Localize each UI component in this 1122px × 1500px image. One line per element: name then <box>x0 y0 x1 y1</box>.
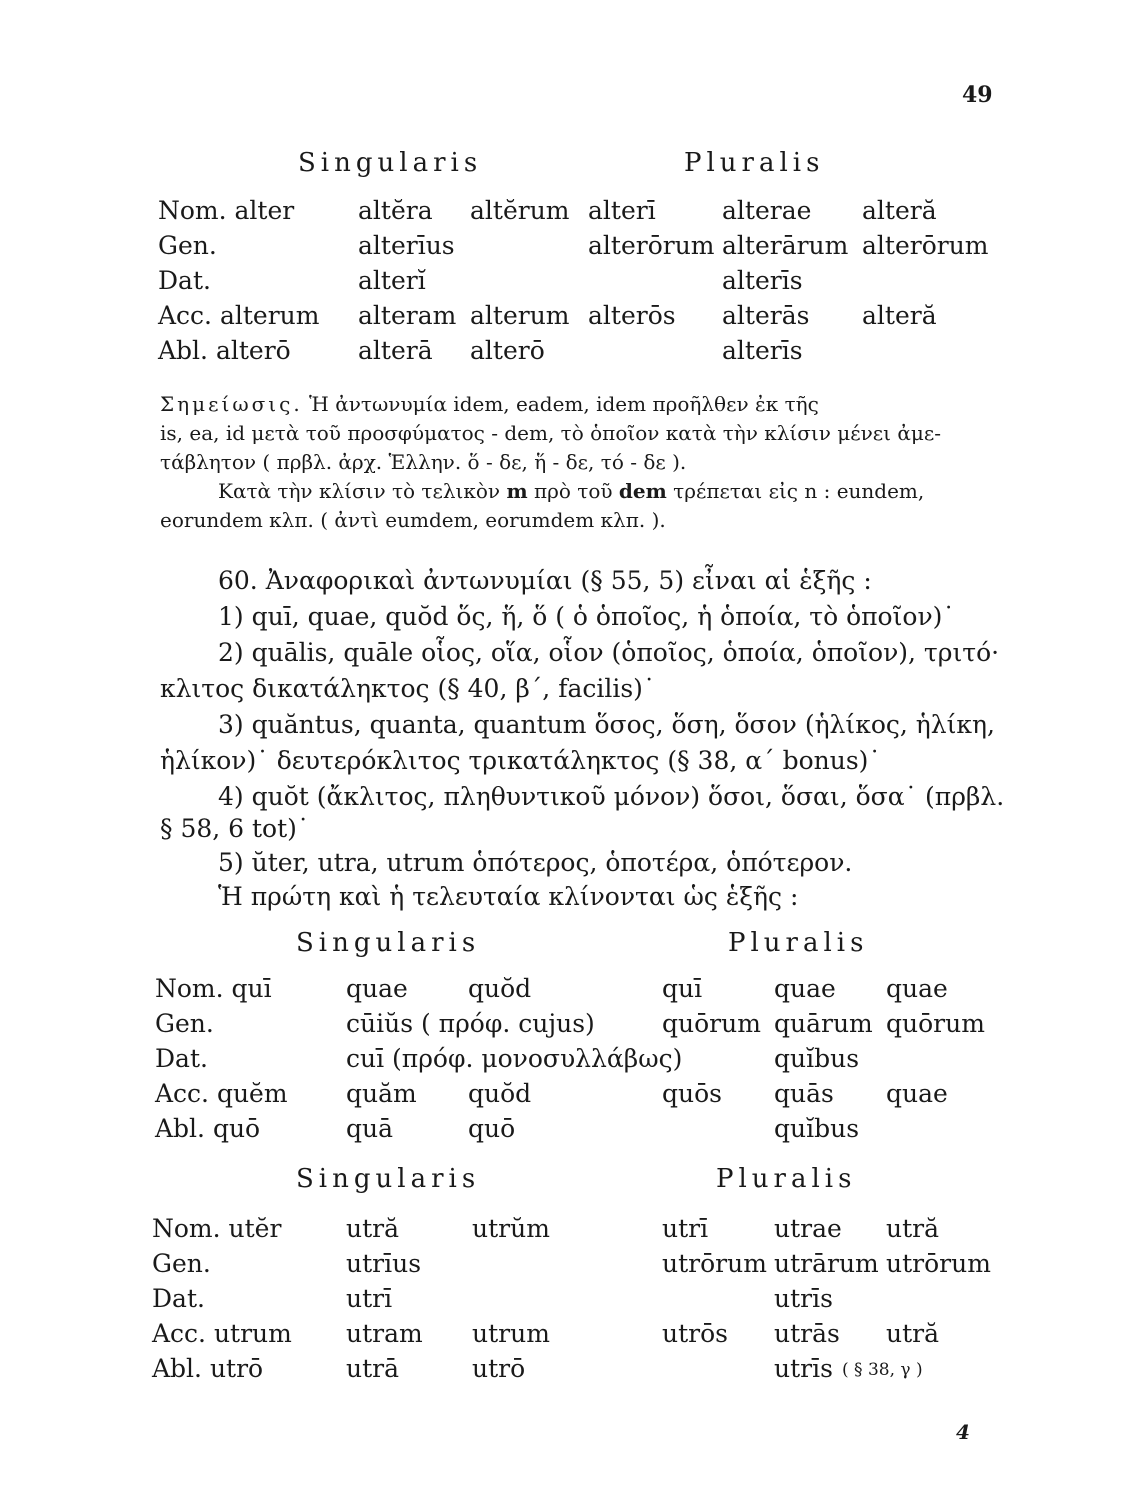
section-item-continuation: κλιτος δικατάληκτος (§ 40, β΄, facilis)˙ <box>160 674 656 703</box>
section-item: 2) quālis, quāle οἷος, οἵα, οἷον (ὁποῖος, ὁποία, ὁποῖον), τριτό· <box>218 638 1000 667</box>
note-label: Σημείωσις. <box>160 392 303 416</box>
table-cell: alterī <box>588 196 656 225</box>
table-cell: alterārum <box>722 231 849 260</box>
table-header-singular: Singularis <box>296 928 481 958</box>
table-cell: altĕra <box>358 196 433 225</box>
table-cell: alterōs <box>588 301 676 330</box>
table-cell: quōs <box>662 1079 722 1108</box>
table-cell: Abl. utrō <box>152 1354 264 1383</box>
table-cell: quārum <box>774 1009 873 1038</box>
table-cell: alterā <box>358 336 433 365</box>
table-cell: alterīus <box>358 231 455 260</box>
table-cell: Abl. alterō <box>158 336 291 365</box>
table-header-plural: Pluralis <box>716 1164 857 1194</box>
section-item-continuation: § 58, 6 tot)˙ <box>160 814 310 843</box>
table-cell: quās <box>774 1079 834 1108</box>
note-line: τάβλητον ( πρβλ. ἀρχ. Ἑλλην. ὅ - δε, ἥ - δε, τό - δε ). <box>160 450 687 474</box>
table-cell: quā <box>346 1114 394 1143</box>
table-cell: alterīs <box>722 266 803 295</box>
table-cell: alterōrum <box>862 231 989 260</box>
table-cell: utrārum <box>774 1249 879 1278</box>
page-number: 49 <box>962 82 993 108</box>
section-heading: 60. Ἀναφορικαὶ ἀντωνυμίαι (§ 55, 5) εἶναι αἱ ἑξῆς : <box>218 566 872 595</box>
table-cell: utrī <box>346 1284 393 1313</box>
section-item: 1) quī, quae, quŏd ὅς, ἥ, ὅ ( ὁ ὁποῖος, ἡ ὁποία, τὸ ὁποῖον)˙ <box>218 602 955 631</box>
table-cell: alterīs <box>722 336 803 365</box>
note-text: πρὸ τοῦ <box>533 479 613 503</box>
table-cell: Acc. quĕm <box>155 1079 288 1108</box>
note-text: τρέπεται εἰς n : eundem, <box>673 479 925 503</box>
table-cell: quae <box>886 1079 948 1108</box>
table-cell: utrā <box>346 1354 400 1383</box>
table-cell: alteram <box>358 301 457 330</box>
table-cell: utrum <box>472 1319 550 1348</box>
section-item: 3) quăntus, quanta, quantum ὅσος, ὅση, ὅσον (ἡλίκος, ἡλίκη, <box>218 710 995 739</box>
table-cell: quōrum <box>886 1009 985 1038</box>
table-cell: utrīus <box>346 1249 422 1278</box>
table-cell: utrŭm <box>472 1214 550 1243</box>
table-cell: quŏd <box>468 1079 532 1108</box>
table-cell: cuī (πρόφ. μονοσυλλάβως) <box>346 1044 683 1073</box>
table-cell: Nom. alter <box>158 196 295 225</box>
table-cell: utram <box>346 1319 423 1348</box>
signature-mark: 4 <box>956 1420 970 1444</box>
table-cell: Nom. utĕr <box>152 1214 282 1243</box>
note-line: Ἡ ἀντωνυμία idem, eadem, idem προῆλθεν ἐκ τῆς <box>309 392 819 416</box>
note-line: is, ea, id μετὰ τοῦ προσφύματος - dem, τὸ ὁποῖον κατὰ τὴν κλίσιν μένει ἀμε- <box>160 421 941 445</box>
table-cell: Abl. quō <box>155 1114 261 1143</box>
table-cell: Gen. <box>158 231 217 260</box>
table-header-singular: Singularis <box>298 148 483 178</box>
table-cell: alterae <box>722 196 812 225</box>
table-cell: cūiŭs ( πρόφ. cujus) <box>346 1009 595 1038</box>
table-header-plural: Pluralis <box>684 148 825 178</box>
table-cell: utrās <box>774 1319 840 1348</box>
table-cell: quae <box>886 974 948 1003</box>
table-cell: alterĭ <box>358 266 426 295</box>
section-closing: Ἡ πρώτη καὶ ἡ τελευταία κλίνονται ὡς ἑξῆς : <box>218 882 799 911</box>
section-item-continuation: ἡλίκον)˙ δευτερόκλιτος τρικατάληκτος (§ 38, α΄ bonus)˙ <box>160 746 881 775</box>
table-cell: utră <box>886 1319 940 1348</box>
table-cell: utrōrum <box>886 1249 991 1278</box>
table-cell: alteră <box>862 301 937 330</box>
table-cell: quōrum <box>662 1009 761 1038</box>
table-cell: Dat. <box>158 266 211 295</box>
table-cell: alterō <box>470 336 545 365</box>
table-cell: utră <box>886 1214 940 1243</box>
note-text: Κατὰ τὴν κλίσιν τὸ τελικὸν <box>218 479 501 503</box>
table-cell: Gen. <box>152 1249 211 1278</box>
table-cell: quŏd <box>468 974 532 1003</box>
table-cell: alterum <box>470 301 570 330</box>
table-cell: utrae <box>774 1214 842 1243</box>
table-cell: quī <box>662 974 703 1003</box>
note-emphasis-dem: dem <box>618 479 667 503</box>
table-cell: Acc. alterum <box>158 301 320 330</box>
table-cell: quae <box>346 974 408 1003</box>
table-cell: quō <box>468 1114 516 1143</box>
table-cell: utrīs <box>774 1284 833 1313</box>
table-cell: altĕrum <box>470 196 570 225</box>
table-cell: alterās <box>722 301 810 330</box>
table-cell: Gen. <box>155 1009 214 1038</box>
section-item: 4) quŏt (ἄκλιτος, πληθυντικοῦ μόνον) ὅσοι, ὅσαι, ὅσα˙ (πρβλ. <box>218 782 1005 811</box>
table-cell: utrīs <box>774 1354 833 1383</box>
table-cell: Acc. utrum <box>152 1319 292 1348</box>
table-cell: alterōrum <box>588 231 715 260</box>
table-cell: utră <box>346 1214 400 1243</box>
table-cell: quăm <box>346 1079 417 1108</box>
section-item: 5) ŭter, utra, utrum ὁπότερος, ὁποτέρα, ὁπότερον. <box>218 848 853 877</box>
table-header-plural: Pluralis <box>728 928 869 958</box>
table-cell: quae <box>774 974 836 1003</box>
table-cell: utrōrum <box>662 1249 767 1278</box>
table-cell: quĭbus <box>774 1044 860 1073</box>
table-cell: utrōs <box>662 1319 728 1348</box>
table-header-singular: Singularis <box>296 1164 481 1194</box>
note-line: eorundem κλπ. ( ἀντὶ eumdem, eorumdem κλπ. ). <box>160 508 666 532</box>
table-cell: utrō <box>472 1354 526 1383</box>
table-cell: utrī <box>662 1214 709 1243</box>
table-cell: alteră <box>862 196 937 225</box>
table-cell: Dat. <box>155 1044 208 1073</box>
note-emphasis-m: m <box>506 479 528 503</box>
table-cell: Dat. <box>152 1284 205 1313</box>
table-cell: quĭbus <box>774 1114 860 1143</box>
table-cell: Nom. quī <box>155 974 272 1003</box>
table-footnote-ref: ( § 38, γ ) <box>842 1360 923 1380</box>
